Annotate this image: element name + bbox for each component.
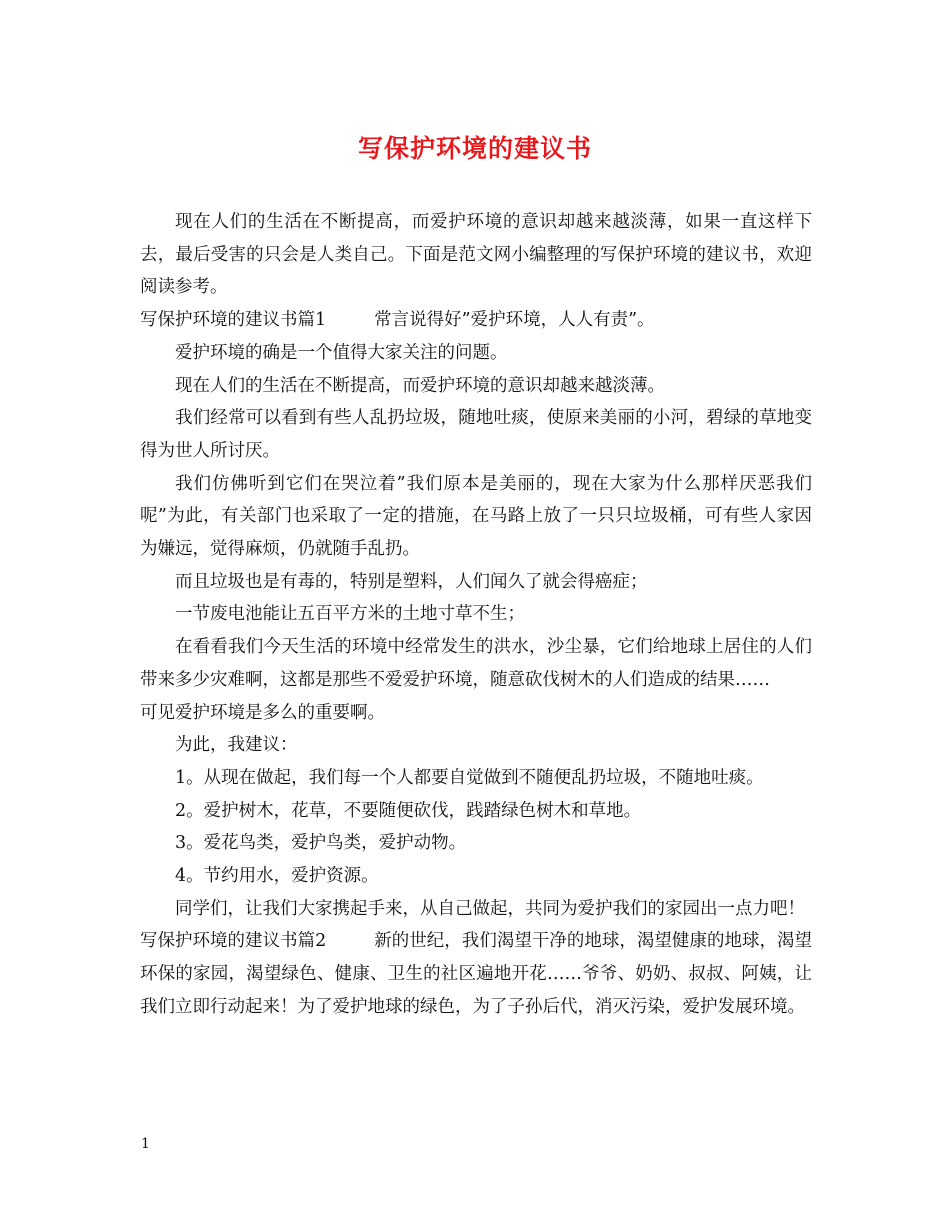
body-paragraph xyxy=(140,337,812,370)
paragraph-text: 1。从现在做起，我们每一个人都要自觉做到不随便乱扔垃圾，不随地吐痰。 xyxy=(175,767,764,788)
paragraph-text: 3。爱花鸟类，爱护鸟类，爱护动物。 xyxy=(175,833,467,854)
document-body xyxy=(140,206,812,1024)
body-paragraph xyxy=(140,566,812,599)
body-paragraph xyxy=(140,729,812,762)
paragraph-text: 我们经常可以看到有些人乱扔垃圾，随地吐痰，使原来美丽的小河，碧绿的草地变得为世人所讨厌。 xyxy=(140,408,812,461)
paragraph-text: 可见爱护环境是多么的重要啊。 xyxy=(140,702,385,723)
paragraph-text: 4。节约用水，爱护资源。 xyxy=(175,866,379,887)
paragraph-text: 我们仿佛听到它们在哭泣着”我们原本是美丽的，现在大家为什么那样厌恶我们呢”为此，有关部门也采取了一定的措施，在马路上放了一只只垃圾桶，可有些人家因为嫌远，觉得麻烦，仍就随手乱扔。 xyxy=(140,473,812,560)
body-paragraph xyxy=(140,370,812,403)
paragraph-text: 同学们，让我们大家携起手来，从自己做起，共同为爱护我们的家园出一点力吧！ xyxy=(175,898,805,919)
paragraph-text: 现在人们的生活在不断提高，而爱护环境的意识却越来越淡薄。 xyxy=(175,375,665,396)
paragraph-text: 而且垃圾也是有毒的，特别是塑料，人们闻久了就会得癌症； xyxy=(175,571,648,592)
body-paragraph xyxy=(140,762,812,795)
body-paragraph xyxy=(140,795,812,828)
section-paragraph xyxy=(140,925,812,1023)
body-paragraph xyxy=(140,468,812,566)
body-paragraph xyxy=(140,402,812,467)
body-paragraph xyxy=(140,631,812,696)
paragraph-text: 一节废电池能让五百平方米的土地寸草不生； xyxy=(175,604,525,625)
body-paragraph xyxy=(140,697,812,730)
section-heading: 写保护环境的建议书篇2 xyxy=(140,931,327,952)
section-heading: 写保护环境的建议书篇1 xyxy=(140,310,327,331)
body-paragraph xyxy=(140,827,812,860)
paragraph-text: 在看看我们今天生活的环境中经常发生的洪水，沙尘暴，它们给地球上居住的人们带来多少灾难啊，这都是那些不爱爱护环境，随意砍伐树木的人们造成的结果…… xyxy=(140,637,812,690)
body-paragraph xyxy=(140,598,812,631)
section-paragraph xyxy=(140,304,812,337)
page-number: 1 xyxy=(141,1136,150,1152)
body-paragraph xyxy=(140,860,812,893)
paragraph-text: 新的世纪，我们渴望干净的地球，渴望健康的地球，渴望环保的家园，渴望绿色、健康、卫生的社区遍地开花……爷爷、奶奶、叔叔、阿姨，让我们立即行动起来！为了爱护地球的绿色，为了子孙后代，消灭污染，爱护发展环境。 xyxy=(140,931,813,1017)
document-title: 写保护环境的建议书 xyxy=(357,134,592,163)
paragraph-text: 现在人们的生活在不断提高，而爱护环境的意识却越来越淡薄，如果一直这样下去，最后受害的只会是人类自己。下面是范文网小编整理的写保护环境的建议书，欢迎阅读参考。 xyxy=(140,212,812,298)
body-paragraph xyxy=(140,893,812,926)
paragraph-text: 常言说得好”爱护环境，人人有责”。 xyxy=(374,310,655,331)
paragraph-text: 为此，我建议： xyxy=(175,735,298,756)
body-paragraph xyxy=(140,206,812,304)
paragraph-text: 2。爱护树木，花草，不要随便砍伐，践踏绿色树木和草地。 xyxy=(175,800,642,821)
paragraph-text: 爱护环境的确是一个值得大家关注的问题。 xyxy=(175,342,508,363)
